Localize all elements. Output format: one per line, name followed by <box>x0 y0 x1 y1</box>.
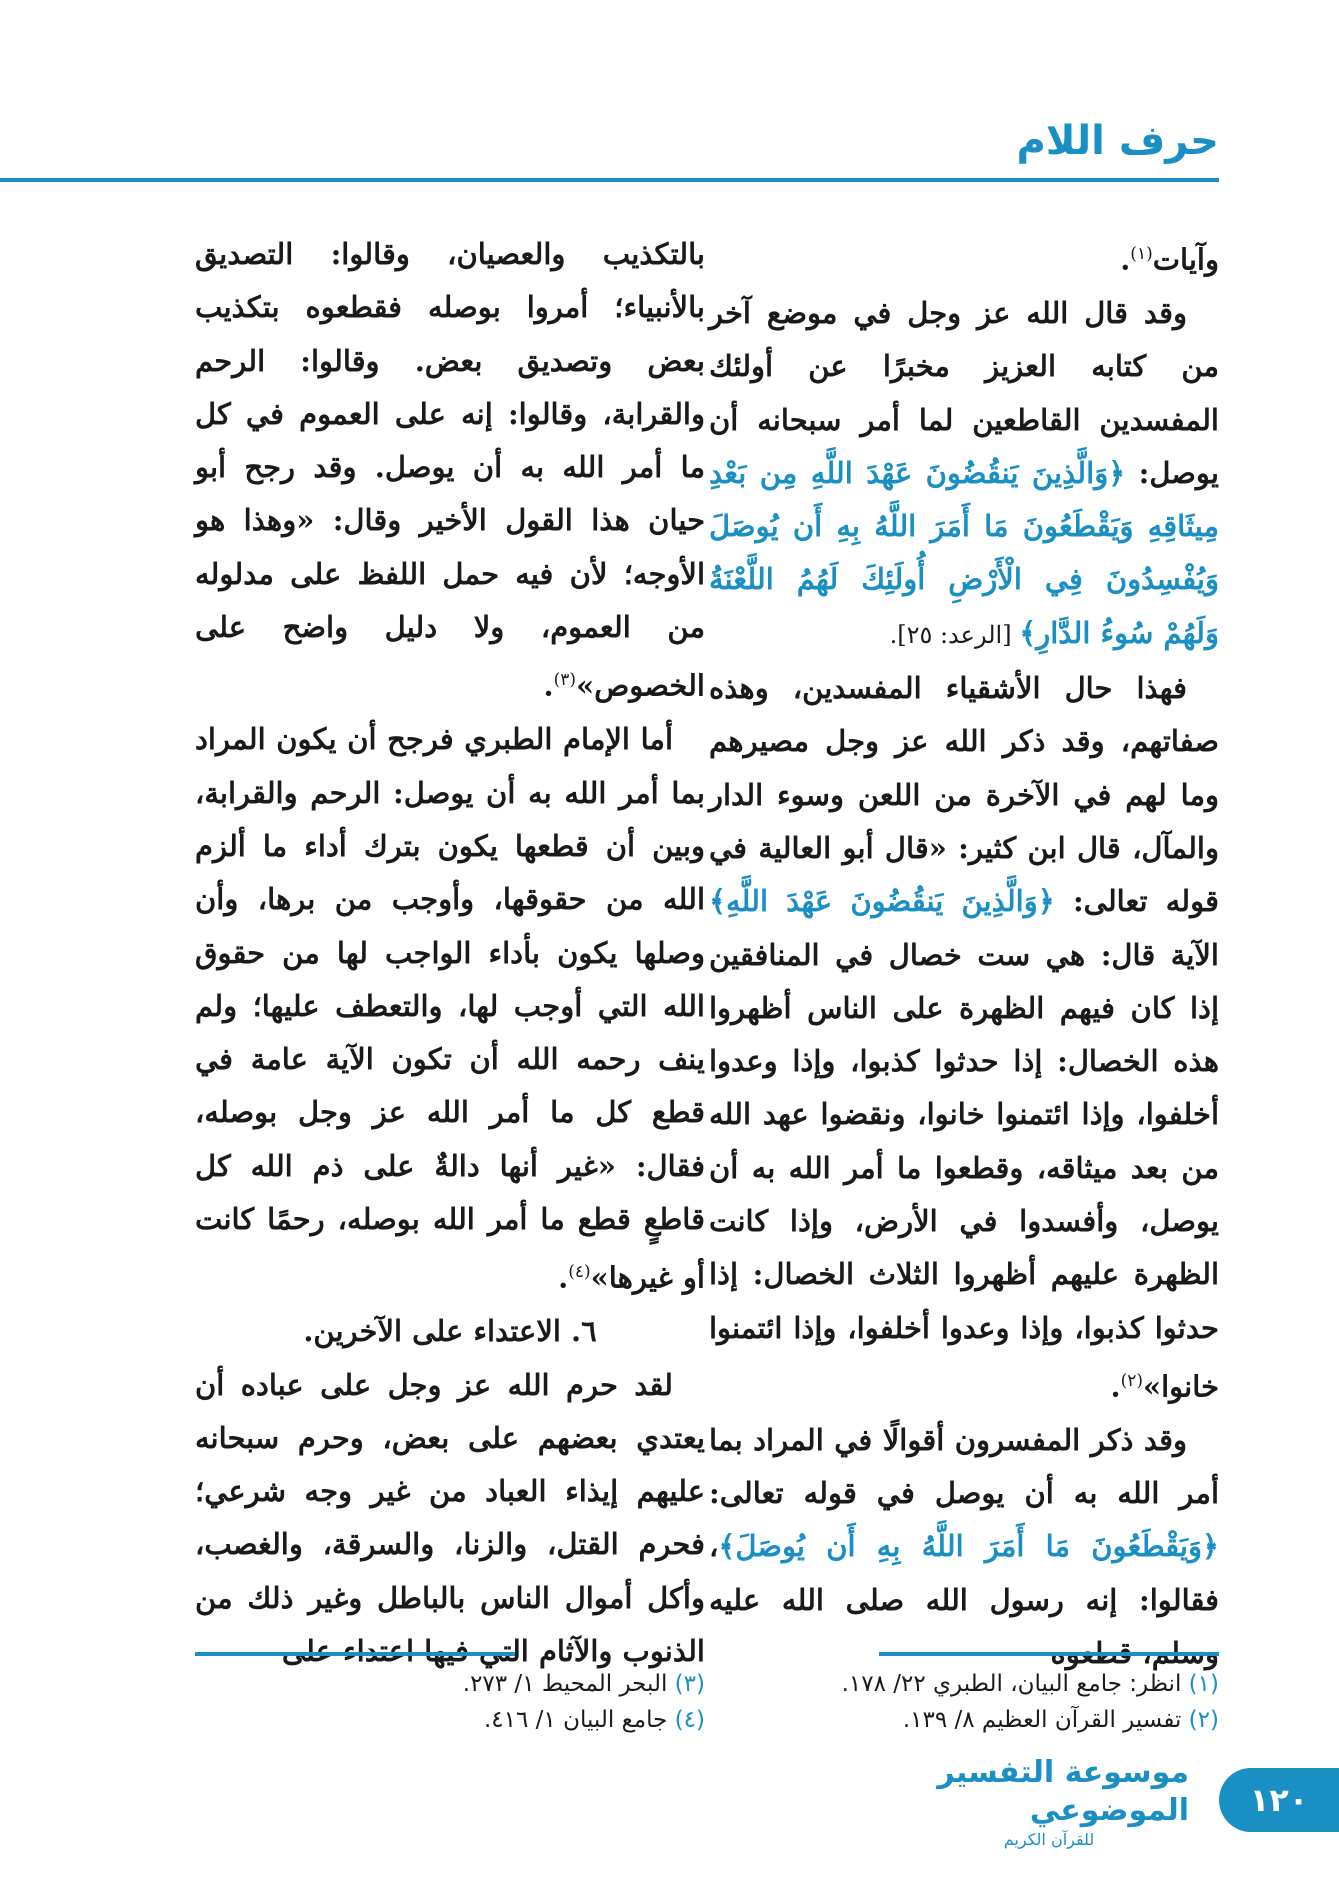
paragraph-text: أما الإمام الطبري فرجح أن يكون المراد بما أمر الله به أن يوصل: الرحم والقرابة، وبين أن قطعها يكون بترك أداء ما ألزم الله من حقوقها، وأوجب من برها، وأن وصلها يكون بأداء الواجب لها من حقوق الله التي أوجب لها، والتعطف عليها؛ ولم ينف رحمه الله أن تكون الآية عامة في قطع كل ما أمر الله عز وجل بوصله، فقال: «غير أنها دالةٌ على ذم الله كل قاطعٍ قطع ما أمر الله بوصله، رحمًا كانت أو غيرها» <box>195 722 705 1295</box>
footnote-item <box>195 1702 705 1738</box>
paragraph <box>195 713 705 1305</box>
paragraph <box>709 287 1219 662</box>
footnote-text: البحر المحيط ١/ ٢٧٣. <box>462 1671 668 1697</box>
encyclopedia-logo <box>909 1755 1189 1849</box>
punctuation: . <box>1110 1369 1121 1404</box>
footnote-divider <box>195 1652 515 1656</box>
paragraph-text: فهذا حال الأشقياء المفسدين، وهذه صفاتهم، وقد ذكر الله عز وجل مصيرهم وما لهم في الآخرة من اللعن وسوء الدار والمآل، قال ابن كثير: «قال أبو العالية في قوله تعالى: <box>709 671 1219 919</box>
paragraph-text: لقد حرم الله عز وجل على عباده أن يعتدي بعضهم على بعض، وحرم سبحانه عليهم إيذاء العباد من غير وجه شرعي؛ فحرم القتل، والزنا، والسرقة، والغصب، وأكل أموال الناس بالباطل وغير ذلك من الذنوب والآثام التي فيها اعتداء على <box>195 1367 705 1669</box>
footnote-text: انظر: جامع البيان، الطبري ٢٢/ ١٧٨. <box>841 1671 1182 1697</box>
paragraph <box>709 228 1219 287</box>
footnotes-left <box>195 1666 705 1738</box>
quran-verse: ﴿وَيَقْطَعُونَ مَا أَمَرَ اللَّهُ بِهِ أَن يُوصَلَ﴾ <box>718 1529 1219 1564</box>
footnote-number: (٤) <box>674 1707 705 1733</box>
quran-verse: ﴿وَالَّذِينَ يَنقُضُونَ عَهْدَ اللَّهِ مِن بَعْدِ مِيثَاقِهِ وَيَقْطَعُونَ مَا أَمَرَ اللَّهُ بِهِ أَن يُوصَلَ وَيُفْسِدُونَ فِي الْأَرْضِ أُولَئِكَ لَهُمُ اللَّعْنَةُ وَلَهُمْ سُوءُ الدَّارِ﴾ <box>709 455 1219 650</box>
footnote-text: تفسير القرآن العظيم ٨/ ١٣٩. <box>902 1707 1182 1733</box>
footnote-marker[interactable]: (٤) <box>568 1262 591 1283</box>
footnote-number: (٢) <box>1188 1707 1219 1733</box>
section-title: حرف اللام <box>1016 118 1219 164</box>
paragraph-text: وآيات <box>1152 242 1219 277</box>
punctuation: . <box>558 1260 569 1295</box>
logo-title: موسوعة التفسير الموضوعي <box>937 1755 1189 1828</box>
footnotes-right <box>709 1666 1219 1738</box>
left-text-column <box>195 228 705 1678</box>
paragraph-text: الآية قال: هي ست خصال في المنافقين إذا كان فيهم الظهرة على الناس أظهروا هذه الخصال: إذا حدثوا كذبوا، وإذا وعدوا أخلفوا، وإذا ائتمنوا خانوا، ونقضوا عهد الله من بعد ميثاقه، وقطعوا ما أمر الله به أن يوصل، وأفسدوا في الأرض، وإذا كانت الظهرة عليهم أظهروا الثلاث الخصال: إذا حدثوا كذبوا، وإذا وعدوا أخلفوا، وإذا ائتمنوا خانوا» <box>709 937 1219 1404</box>
quran-verse: ﴿وَالَّذِينَ يَنقُضُونَ عَهْدَ اللَّهِ﴾ <box>709 884 1055 919</box>
right-text-column <box>709 228 1219 1680</box>
paragraph-text: وقد ذكر المفسرون أقوالًا في المراد بما أمر الله به أن يوصل في قوله تعالى: <box>709 1422 1219 1511</box>
paragraph <box>195 1359 705 1679</box>
logo-subtitle: للقرآن الكريم <box>1003 1830 1095 1849</box>
footnote-number: (٣) <box>674 1671 705 1697</box>
paragraph-text: ، فقالوا: إنه رسول الله صلى الله عليه وسلم، قطعوه <box>709 1529 1219 1671</box>
footnote-item <box>709 1702 1219 1738</box>
footnote-divider <box>879 1652 1219 1656</box>
footnote-marker[interactable]: (٣) <box>553 670 577 691</box>
header-divider <box>0 178 1219 182</box>
paragraph-text: بالتكذيب والعصيان، وقالوا: التصديق بالأنبياء؛ أمروا بوصله فقطعوه بتكذيب بعض وتصديق بعض. وقالوا: الرحم والقرابة، وقالوا: إنه على العموم في كل ما أمر الله به أن يوصل. وقد رجح أبو حيان هذا القول الأخير وقال: «وهذا هو الأوجه؛ لأن فيه حمل اللفظ على مدلوله من العموم، ولا دليل واضح على الخصوص» <box>195 237 705 704</box>
footnote-marker[interactable]: (١) <box>1130 244 1153 264</box>
paragraph <box>709 1414 1219 1680</box>
footnote-number: (١) <box>1188 1671 1219 1697</box>
page-number-tab <box>1219 1768 1339 1832</box>
footnote-item <box>195 1666 705 1702</box>
footnote-text: جامع البيان ١/ ٤١٦. <box>483 1707 668 1733</box>
verse-reference: [الرعد: ٢٥]. <box>889 620 1020 649</box>
paragraph <box>195 228 705 713</box>
paragraph <box>709 662 1219 1414</box>
subsection-heading: ٦. الاعتداء على الآخرين. <box>303 1314 597 1349</box>
footnote-marker[interactable]: (٢) <box>1120 1370 1143 1391</box>
footnote-item <box>709 1666 1219 1702</box>
punctuation: . <box>1120 242 1131 277</box>
page-number: ١٢٠ <box>1249 1781 1309 1819</box>
punctuation: . <box>543 669 554 704</box>
paragraph-text: وقد قال الله عز وجل في موضع آخر من كتابه العزيز مخبرًا عن أولئك المفسدين القاطعين لما أمر سبحانه أن يوصل: <box>709 295 1219 490</box>
